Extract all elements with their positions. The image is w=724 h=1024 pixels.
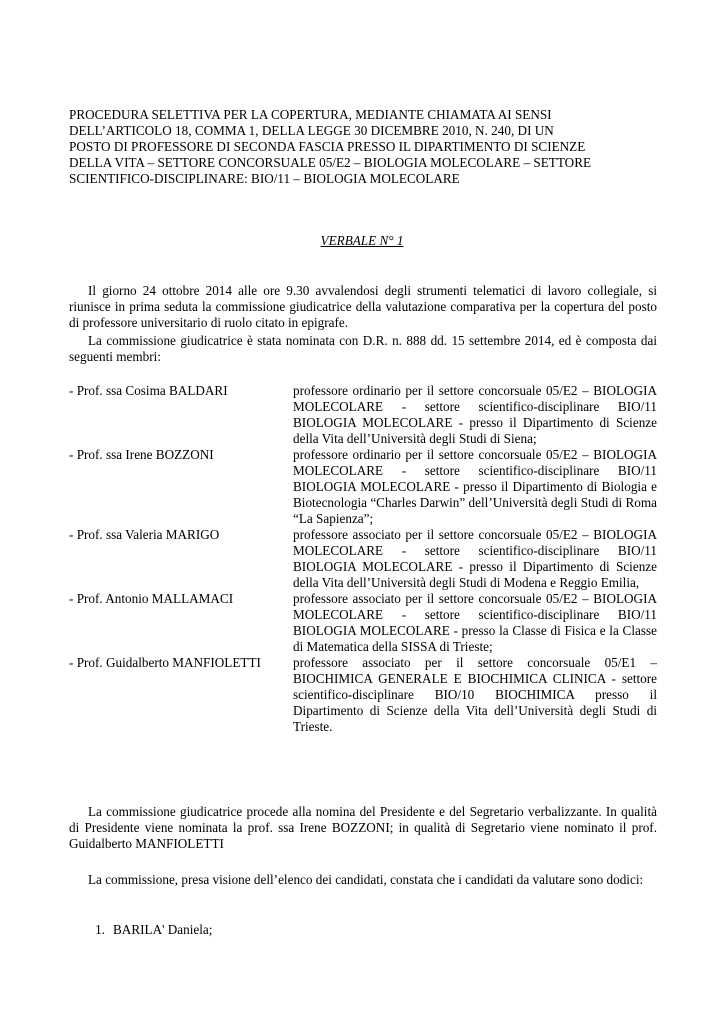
- member-row: [69, 527, 657, 591]
- heading-line: POSTO DI PROFESSORE DI SECONDA FASCIA PRESSO IL DIPARTIMENTO DI SCIENZE: [69, 139, 586, 154]
- heading-line: DELL’ARTICOLO 18, COMMA 1, DELLA LEGGE 30 DICEMBRE 2010, N. 240, DI UN: [69, 123, 554, 138]
- member-name: - Prof. ssa Valeria MARIGO: [69, 527, 220, 542]
- member-description: professore associato per il settore concorsuale 05/E2 – BIOLOGIA MOLECOLARE - settore scientifico-disciplinare BIO/11 BIOLOGIA MOLECOLARE - presso la Classe di Fisica e la Classe di Matematica della SISSA di Trieste;: [293, 591, 657, 654]
- member-description: professore ordinario per il settore concorsuale 05/E2 – BIOLOGIA MOLECOLARE - settore scientifico-disciplinare BIO/11 BIOLOGIA MOLECOLARE - presso il Dipartimento di Scienze della Vita dell’Università degli Studi di Siena;: [293, 383, 657, 446]
- composition-paragraph: La commissione giudicatrice è stata nominata con D.R. n. 888 dd. 15 settembre 2014, ed è composta dai seguenti membri:: [69, 333, 657, 364]
- member-description: professore associato per il settore concorsuale 05/E1 – BIOCHIMICA GENERALE E BIOCHIMICA CLINICA - settore scientifico-disciplinare BIO/10 BIOCHIMICA presso il Dipartimento di Scienze della Vita dell’Università degli Studi di Trieste.: [293, 655, 657, 734]
- candidates-intro-paragraph: La commissione, presa visione dell’elenco dei candidati, constata che i candidati da valutare sono dodici:: [88, 872, 644, 887]
- nomination-paragraph: La commissione giudicatrice procede alla nomina del Presidente e del Segretario verbalizzante. In qualità di Presidente viene nominata la prof. ssa Irene BOZZONI; in qualità di Segretario viene nominato il prof. Guidalberto MANFIOLETTI: [69, 804, 657, 851]
- document-title: VERBALE N° 1: [320, 233, 404, 248]
- candidates-list: [69, 922, 657, 938]
- intro-paragraph: Il giorno 24 ottobre 2014 alle ore 9.30 avvalendosi degli strumenti telematici di lavoro collegiale, si riunisce in prima seduta la commissione giudicatrice della valutazione comparativa per la copertura del posto di professore universitario di ruolo citato in epigrafe.: [69, 283, 657, 330]
- member-description: professore ordinario per il settore concorsuale 05/E2 – BIOLOGIA MOLECOLARE - settore scientifico-disciplinare BIO/11 BIOLOGIA MOLECOLARE - presso il Dipartimento di Biologia e Biotecnologia “Charles Darwin” dell’Università degli Studi di Roma “La Sapienza”;: [293, 447, 657, 526]
- member-row: [69, 655, 657, 735]
- member-name: - Prof. ssa Cosima BALDARI: [69, 383, 228, 398]
- procedure-heading: [69, 107, 657, 187]
- heading-line: SCIENTIFICO-DISCIPLINARE: BIO/11 – BIOLOGIA MOLECOLARE: [69, 171, 460, 186]
- member-row: [69, 447, 657, 527]
- member-row: [69, 591, 657, 655]
- member-description: professore associato per il settore concorsuale 05/E2 – BIOLOGIA MOLECOLARE - settore scientifico-disciplinare BIO/11 BIOLOGIA MOLECOLARE - presso il Dipartimento di Scienze della Vita dell’Università degli Studi di Modena e Reggio Emilia,: [293, 527, 657, 590]
- list-item-number: 1.: [95, 922, 105, 937]
- list-item: [69, 922, 657, 938]
- member-row: [69, 383, 657, 447]
- members-list: [69, 383, 657, 735]
- candidate-name: BARILA' Daniela;: [113, 922, 213, 937]
- heading-line: PROCEDURA SELETTIVA PER LA COPERTURA, MEDIANTE CHIAMATA AI SENSI: [69, 107, 552, 122]
- heading-line: DELLA VITA – SETTORE CONCORSUALE 05/E2 – BIOLOGIA MOLECOLARE – SETTORE: [69, 155, 592, 170]
- member-name: - Prof. Guidalberto MANFIOLETTI: [69, 655, 261, 670]
- member-name: - Prof. ssa Irene BOZZONI: [69, 447, 214, 462]
- member-name: - Prof. Antonio MALLAMACI: [69, 591, 234, 606]
